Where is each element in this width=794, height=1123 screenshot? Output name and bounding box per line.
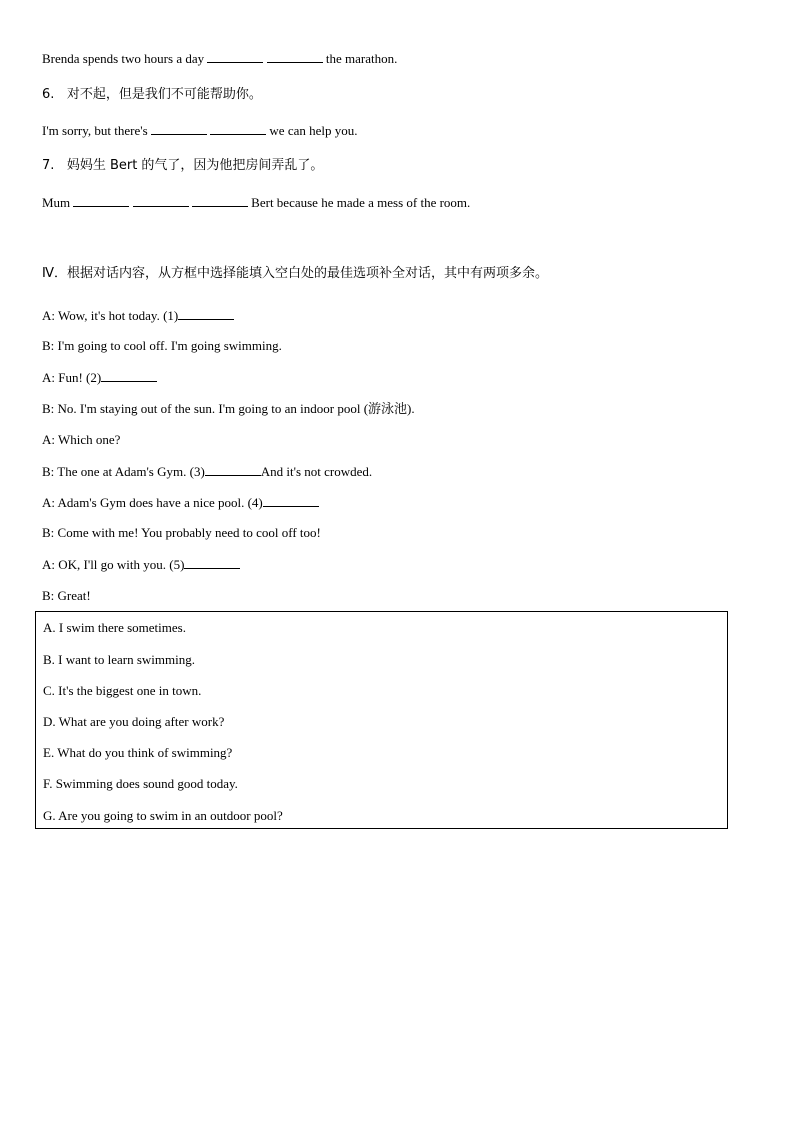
dialogue-line-8 (42, 525, 321, 541)
dialogue-text: A: Adam's Gym does have a nice pool. (4) (42, 495, 263, 510)
item6-number: 6. (42, 87, 55, 102)
dialogue-line-1 (42, 307, 234, 324)
answer-blank[interactable] (73, 194, 129, 207)
item6-answer-before: I'm sorry, but there's (42, 123, 151, 138)
option-g: G. Are you going to swim in an outdoor pool? (43, 808, 283, 823)
dialogue-line-5 (42, 432, 120, 448)
dialogue-text: B: I'm going to cool off. I'm going swimming. (42, 338, 282, 353)
dialogue-text: A: OK, I'll go with you. (5) (42, 557, 185, 572)
dialogue-text: A: Which one? (42, 432, 121, 447)
answer-blank-3[interactable] (205, 463, 261, 476)
option-e: E. What do you think of swimming? (43, 745, 233, 760)
answer-blank-2[interactable] (101, 369, 157, 382)
section4-heading: Ⅳ．根据对话内容，从方框中选择能填入空白处的最佳选项补全对话，其中有两项多余。 (42, 266, 548, 281)
option-b: B. I want to learn swimming. (43, 652, 196, 667)
option-a: A. I swim there sometimes. (43, 620, 186, 635)
dialogue-text: B: The one at Adam's Gym. (3) (42, 464, 205, 479)
dialogue-line-10 (42, 588, 91, 604)
item6-prompt (42, 87, 262, 103)
item7-answer-after: Bert because he made a mess of the room. (247, 195, 471, 210)
answer-blank[interactable] (133, 194, 189, 207)
item7-answer-before: Mum (42, 195, 74, 210)
item7-prompt (42, 158, 323, 174)
dialogue-text: B: Great! (42, 588, 91, 603)
item5-answer-before: Brenda spends two hours a day (42, 51, 208, 66)
answer-blank[interactable] (151, 122, 207, 135)
item7-answer-line (42, 194, 470, 211)
dialogue-text: A: Fun! (2) (42, 370, 102, 385)
dialogue-line-2 (42, 338, 282, 354)
dialogue-text: B: Come with me! You probably need to cool off too! (42, 525, 321, 540)
option-f: F. Swimming does sound good today. (43, 776, 238, 791)
dialogue-text: A: Wow, it's hot today. (1) (42, 308, 179, 323)
answer-blank[interactable] (210, 122, 266, 135)
dialogue-line-4 (42, 401, 415, 417)
dialogue-line-7 (42, 494, 319, 511)
dialogue-line-6 (42, 463, 372, 480)
item6-answer-line (42, 122, 358, 139)
answer-blank-4[interactable] (263, 494, 319, 507)
item5-answer-line (42, 50, 397, 67)
item7-chinese: 妈妈生 Bert 的气了，因为他把房间弄乱了。 (66, 158, 324, 173)
answer-blank-5[interactable] (184, 556, 240, 569)
answer-blank-1[interactable] (178, 307, 234, 320)
option-c: C. It's the biggest one in town. (43, 683, 202, 698)
dialogue-text-after: And it's not crowded. (260, 464, 373, 479)
options-box (35, 611, 728, 829)
answer-blank[interactable] (267, 50, 323, 63)
dialogue-text: B: No. I'm staying out of the sun. I'm going to an indoor pool (游泳池). (42, 401, 415, 416)
item5-answer-after: the marathon. (322, 51, 398, 66)
item6-chinese: 对不起，但是我们不可能帮助你。 (66, 87, 262, 102)
answer-blank[interactable] (207, 50, 263, 63)
dialogue-line-9 (42, 556, 240, 573)
dialogue-line-3 (42, 369, 157, 386)
item6-answer-after: we can help you. (266, 123, 358, 138)
answer-blank[interactable] (192, 194, 248, 207)
option-d: D. What are you doing after work? (43, 714, 225, 729)
item7-number: 7. (42, 158, 55, 173)
